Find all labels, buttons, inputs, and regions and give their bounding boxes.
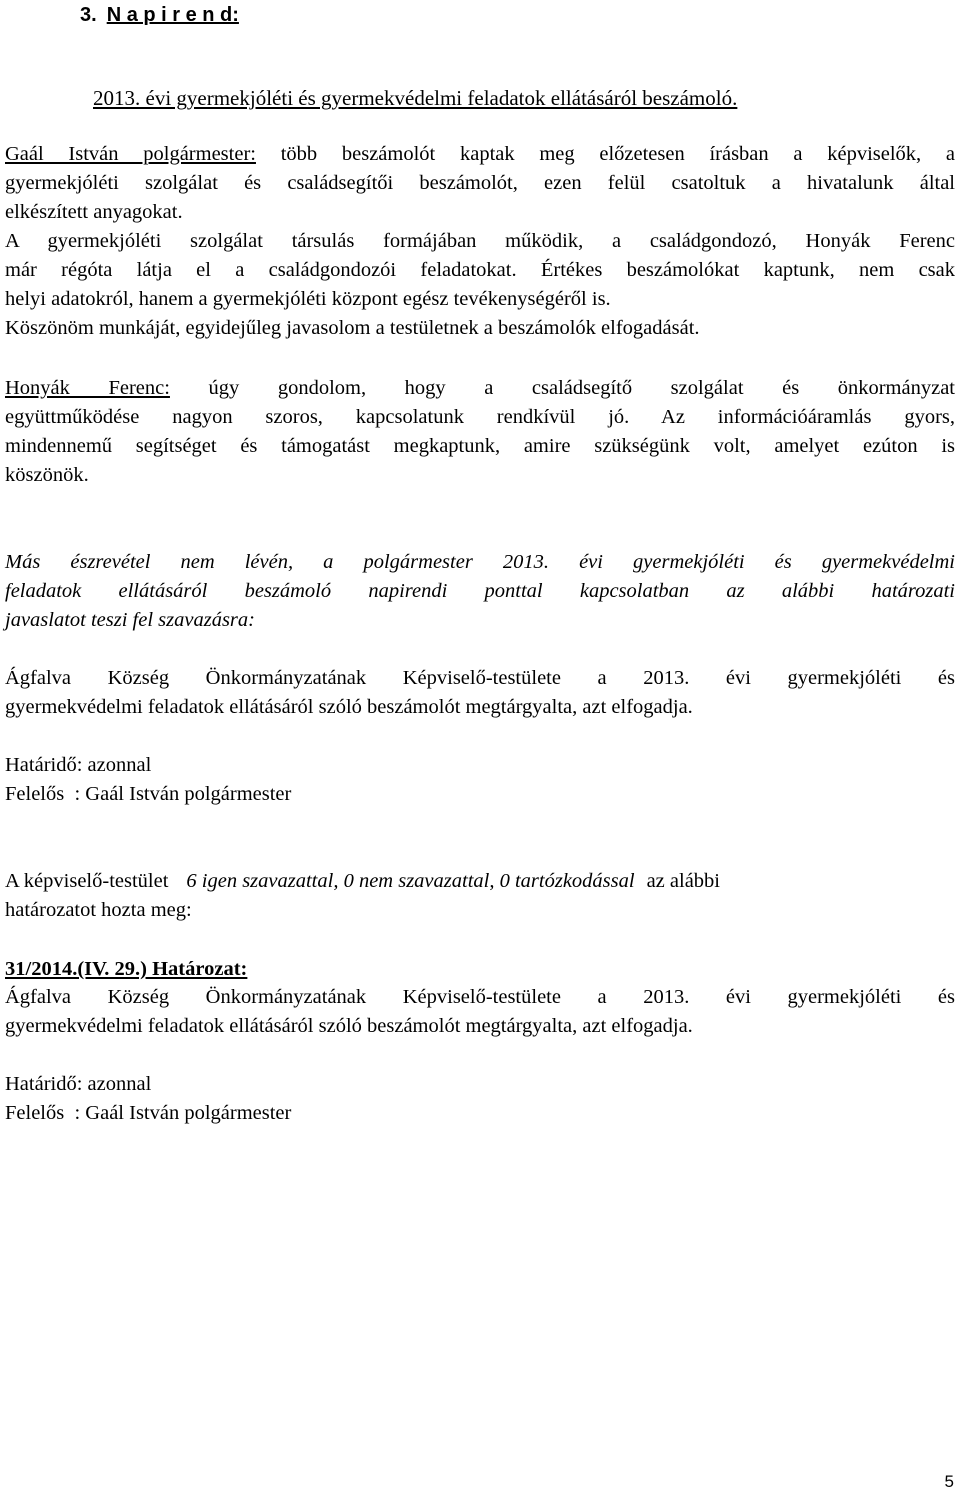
proposal-paragraph [5, 548, 955, 635]
speech1-line7: Köszönöm munkáját, egyidejűleg javasolom a testületnek a beszámolók elfogadását. [5, 317, 700, 339]
resolution-final-text [5, 983, 955, 1041]
responsible-2: Felelős : Gaál István polgármester [5, 1102, 292, 1124]
speech1-line6: helyi adatokról, hanem a gyermekjóléti központ egész tevékenységéről is. [5, 288, 611, 310]
speech2-line4: köszönök. [5, 464, 89, 486]
speech1-line3: elkészített anyagokat. [5, 201, 183, 223]
vote-line1 [5, 867, 955, 896]
mayor-speech [5, 140, 955, 343]
speech1-line5: már régóta látja el a családgondozói feladatokat. Értékes beszámolókat kaptunk, nem csak [5, 259, 955, 281]
proposal-line1: Más észrevétel nem lévén, a polgármester 2013. évi gyermekjóléti és gyermekvédelmi [5, 551, 955, 573]
deadline-2: Határidő: azonnal [5, 1073, 152, 1095]
speech1-line1: Gaál István polgármester: több beszámolót kaptak meg előzetesen írásban a képviselők, a [5, 143, 955, 165]
vote-suffix: az alábbi [646, 870, 720, 892]
resolution-draft-text [5, 664, 955, 722]
deadline-1: Határidő: azonnal [5, 754, 152, 776]
resolution1-line2: gyermekvédelmi feladatok ellátásáról szóló beszámolót megtárgyalta, azt elfogadja. [5, 696, 693, 718]
speech2-line2: együttműködése nagyon szoros, kapcsolatunk rendkívül jó. Az információáramlás gyors, [5, 406, 955, 428]
speech2-line3: mindennemű segítséget és támogatást megkaptunk, amire szükségünk volt, amelyet ezúton is [5, 435, 955, 457]
proposal-line2: feladatok ellátásáról beszámoló napirendi ponttal kapcsolatban az alábbi határozati [5, 580, 955, 602]
vote-counts: 6 igen szavazattal, 0 nem szavazattal, 0 tartózkodással [186, 870, 635, 892]
speech1-line2: gyermekjóléti szolgálat és családsegítői beszámolót, ezen felül csatoltuk a hivatalunk által [5, 172, 955, 194]
resolution2-line2: gyermekvédelmi feladatok ellátásáról szóló beszámolót megtárgyalta, azt elfogadja. [5, 1015, 693, 1037]
speech2-line1: Honyák Ferenc: úgy gondolom, hogy a családsegítő szolgálat és önkormányzat [5, 377, 955, 399]
vote-line2: határozatot hozta meg: [5, 899, 192, 921]
vote-paragraph [5, 867, 955, 925]
speaker-mayor: Gaál István polgármester: [5, 143, 256, 165]
agenda-subtitle: 2013. évi gyermekjóléti és gyermekvédelmi feladatok ellátásáról beszámoló. [93, 86, 738, 110]
speaker-honyak: Honyák Ferenc: [5, 377, 170, 399]
resolution-number: 31/2014.(IV. 29.) Határozat: [5, 958, 248, 980]
page-number: 5 [944, 1472, 954, 1491]
proposal-line3: javaslatot teszi fel szavazásra: [5, 609, 255, 631]
honyak-speech [5, 374, 955, 490]
agenda-number: 3. [80, 4, 97, 26]
vote-prefix: A képviselő-testület [5, 870, 169, 892]
resolution2-line1: Ágfalva Község Önkormányzatának Képviselő-testülete a 2013. évi gyermekjóléti és [5, 986, 955, 1008]
agenda-title: N a p i r e n d: [106, 4, 239, 26]
speech1-line4: A gyermekjóléti szolgálat társulás formájában működik, a családgondozó, Honyák Ferenc [5, 230, 955, 252]
resolution-number-line [5, 955, 955, 984]
agenda-heading [80, 2, 239, 28]
resolution1-line1: Ágfalva Község Önkormányzatának Képviselő-testülete a 2013. évi gyermekjóléti és [5, 667, 955, 689]
responsible-1: Felelős : Gaál István polgármester [5, 783, 292, 805]
